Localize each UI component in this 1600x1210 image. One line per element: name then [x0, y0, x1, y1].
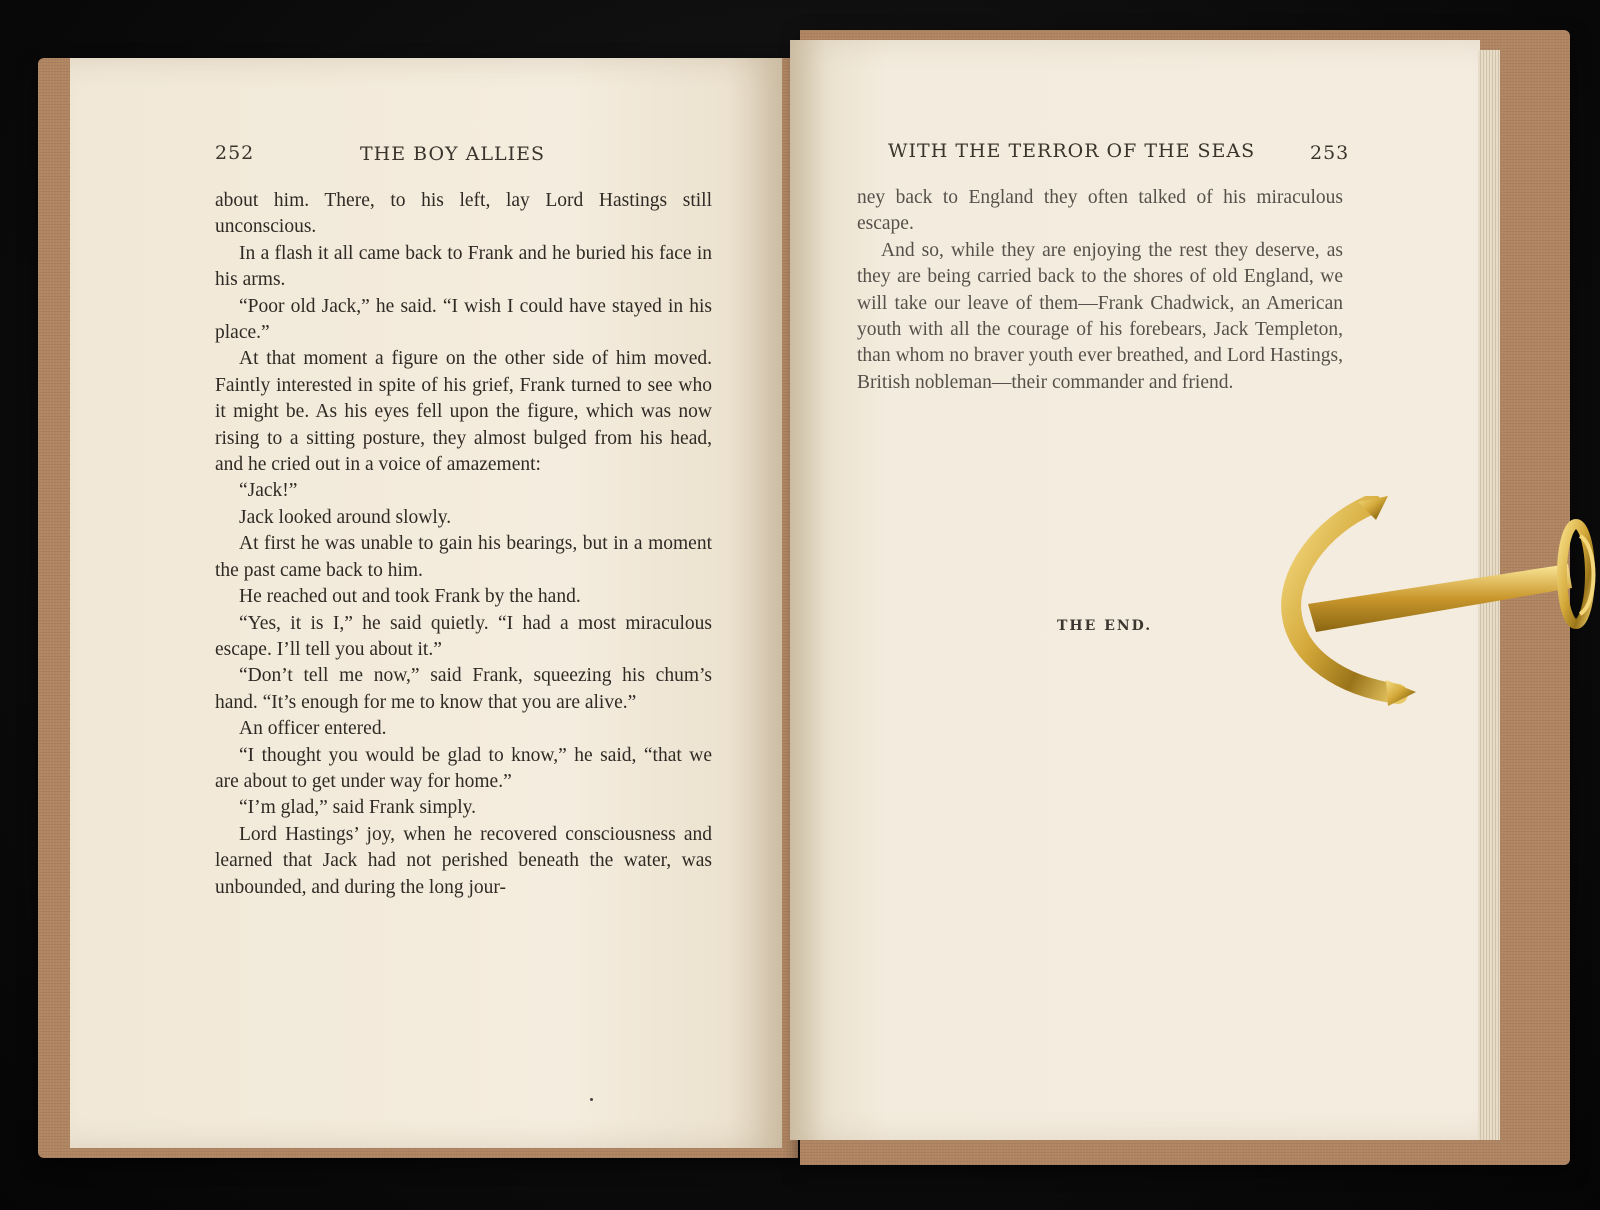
- paragraph: “I’m glad,” said Frank simply.: [239, 797, 477, 819]
- paragraph: He reached out and took Frank by the hand.: [239, 586, 581, 608]
- paragraph: about him. There, to his left, lay Lord Hastings still unconscious.: [215, 190, 712, 238]
- the-end-label: THE END.: [1057, 618, 1153, 634]
- paragraph: And so, while they are enjoying the rest they deserve, as they are being carried back to the shores of old England, we will take our leave of them—Frank Chadwick, an American youth with all the courage of his forebears, Jack Templeton, than whom no braver youth ever breathed, and Lord Hastings, British nobleman—their commander and friend.: [857, 239, 1343, 393]
- paragraph: “Poor old Jack,” he said. “I wish I could have stayed in his place.”: [215, 295, 712, 344]
- left-running-head: THE BOY ALLIES: [360, 143, 545, 165]
- paragraph: In a flash it all came back to Frank and he buried his face in his arms.: [215, 242, 712, 291]
- paragraph: Jack looked around slowly.: [239, 506, 452, 528]
- left-page-body: [215, 188, 712, 901]
- right-page-body: [857, 185, 1343, 396]
- paragraph: At first he was unable to gain his bearings, but in a moment the past came back to him.: [215, 533, 712, 581]
- paragraph: “Yes, it is I,” he said quietly. “I had a most miraculous escape. I’ll tell you about it.”: [215, 612, 712, 660]
- paragraph: ney back to England they often talked of his miraculous escape.: [857, 187, 1343, 235]
- paragraph: “I thought you would be glad to know,” he said, “that we are about to get under way for home.”: [215, 744, 712, 792]
- paragraph: Lord Hastings’ joy, when he recovered consciousness and learned that Jack had not perished beneath the water, was unbounded, and during the long jour-: [215, 823, 712, 898]
- ink-speck: [590, 1098, 593, 1101]
- anchor-icon: [1280, 496, 1600, 726]
- paragraph: At that moment a figure on the other side of him moved. Faintly interested in spite of his grief, Frank turned to see who it might be. As his eyes fell upon the figure, which was now rising to a sitting posture, they almost bulged from his head, and he cried out in a voice of amazement:: [215, 348, 712, 476]
- paragraph: “Jack!”: [239, 480, 298, 502]
- left-page-number: 252: [215, 142, 255, 164]
- paragraph: “Don’t tell me now,” said Frank, squeezing his chum’s hand. “It’s enough for me to know that you are alive.”: [215, 665, 712, 713]
- right-page-number: 253: [1310, 142, 1350, 164]
- right-running-head: WITH THE TERROR OF THE SEAS: [888, 140, 1256, 162]
- paragraph: An officer entered.: [239, 718, 387, 740]
